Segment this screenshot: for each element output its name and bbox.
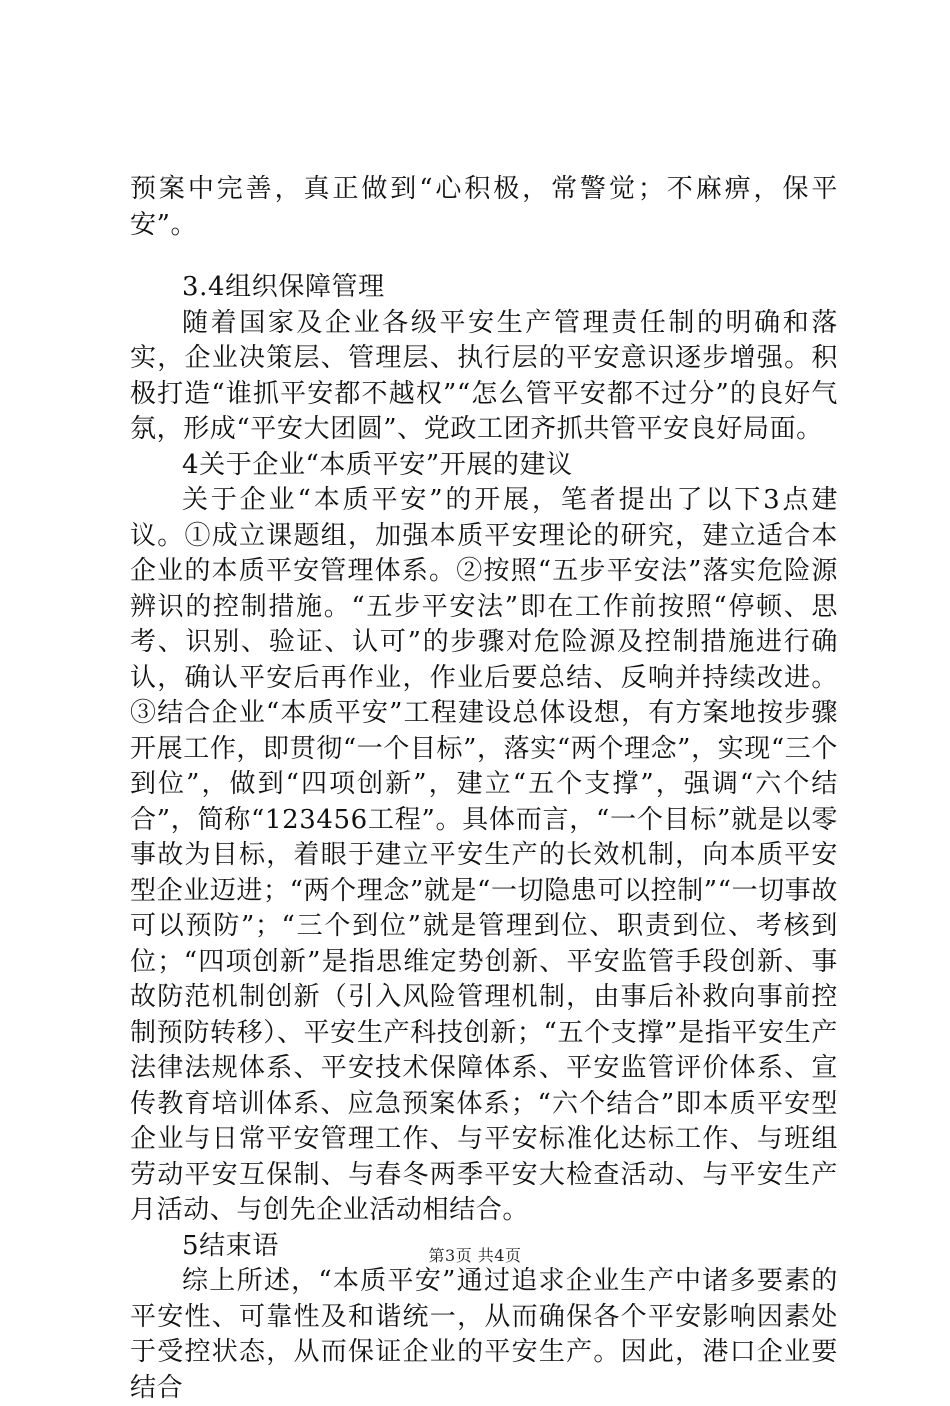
paragraph-suggestions: 关于企业“本质平安”的开展，笔者提出了以下3点建议。①成立课题组，加强本质平安理论的研究，建立适合本企业的本质平安管理体系。②按照“五步平安法”落实危险源辨识的控制措施。“五步平安法”即在工作前按照“停顿、思考、识别、验证、认可”的步骤对危险源及控制措施进行确认，确认平安后再作业，作业后要总结、反响并持续改进。③结合企业“本质平安”工程建设总体设想，有方案地按步骤开展工作，即贯彻“一个目标”，落实“两个理念”，实现“三个到位”，做到“四项创新”，建立“五个支撑”，强调“六个结合”，简称“123456工程”。具体而言，“一个目标”就是以零事故为目标，着眼于建立平安生产的长效机制，向本质平安型企业迈进；“两个理念”就是“一切隐患可以控制”“一切事故可以预防”；“三个到位”就是管理到位、职责到位、考核到位；“四项创新”是指思维定势创新、平安监管手段创新、事故防范机制创新（引入风险管理机制，由事后补救向事前控制预防转移）、平安生产科技创新；“五个支撑”是指平安生产法律法规体系、平安技术保障体系、平安监管评价体系、宣传教育培训体系、应急预案体系；“六个结合”即本质平安型企业与日常平安管理工作、与平安标准化达标工作、与班组劳动平安互保制、与春冬两季平安大检查活动、与平安生产月活动、与创先企业活动相结合。 (130, 485, 838, 1225)
section-heading-3-4: 3.4组织保障管理 (182, 272, 385, 302)
paragraph-conclusion: 综上所述，“本质平安”通过追求企业生产中诸多要素的平安性、可靠性及和谐统一，从而确保各个平安影响因素处于受控状态，从而保证企业的平安生产。因此，港口企业要结合 (130, 1266, 838, 1403)
paragraph-organization: 随着国家及企业各级平安生产管理责任制的明确和落实，企业决策层、管理层、执行层的平安意识逐步增强。积极打造“谁抓平安都不越权”“怎么管平安都不过分”的良好气氛，形成“平安大团圆”、党政工团齐抓共管平安良好局面。 (130, 307, 838, 444)
page-number-footer: 第3页 共4页 (428, 1246, 522, 1265)
section-heading-4: 4关于企业“本质平安”开展的建议 (182, 449, 573, 480)
section-heading-5: 5结束语 (182, 1230, 279, 1261)
paragraph-continuation: 预案中完善，真正做到“心积极，常警觉；不麻痹，保平安”。 (130, 174, 838, 240)
document-body (130, 172, 838, 1406)
